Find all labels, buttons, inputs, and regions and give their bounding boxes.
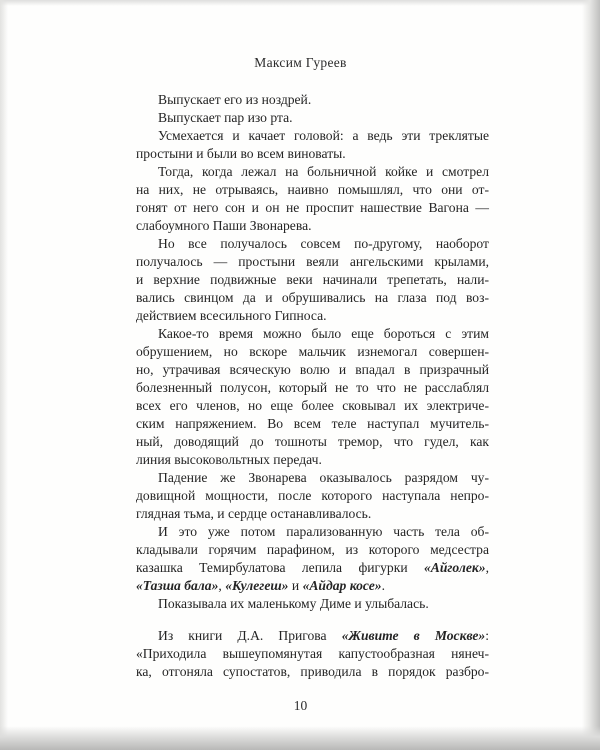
- text-line: [136, 271, 489, 289]
- text-run: слабоумного Паши Звонарева.: [136, 218, 312, 233]
- text-run: болезненный полусон, который не то что не расслаблял: [136, 380, 489, 395]
- text-run: но, утрачивая всяческую волю и впадал в призрачный: [136, 362, 489, 377]
- text-run: Но все получалось совсем по-другому, наоборот: [158, 236, 489, 251]
- text-line: [136, 595, 489, 613]
- text-line: [136, 235, 489, 253]
- text-run-emphasis: «Айголек»: [423, 560, 486, 575]
- paragraph: [136, 595, 489, 613]
- text-line: [136, 199, 489, 217]
- text-line: [136, 181, 489, 199]
- text-line: [136, 541, 489, 559]
- text-run: и верхние подвижные веки начинали трепетать, нали-: [136, 272, 489, 287]
- text-line: [136, 91, 489, 109]
- text-run: ,: [485, 560, 489, 575]
- text-line: [136, 505, 489, 523]
- text-run: ный, доводящий до тошноты тремор, что гудел, как: [136, 434, 489, 449]
- text-line: [136, 469, 489, 487]
- text-run-emphasis: «Живите в Москве»: [341, 628, 486, 643]
- paragraph: [136, 109, 489, 127]
- text-line: [136, 379, 489, 397]
- text-line: [136, 163, 489, 181]
- text-run: ка, отгоняла супостатов, приводила в порядок разбро-: [136, 664, 489, 679]
- text-line: [136, 145, 489, 163]
- body-text: [136, 91, 489, 681]
- text-line: [136, 451, 489, 469]
- scan-edge-right: [582, 0, 600, 750]
- text-run: .: [381, 578, 385, 593]
- text-run: вались свинцом да и обрушивались на глаза под воз-: [136, 290, 489, 305]
- text-line: [136, 289, 489, 307]
- text-run: на них, не отрываясь, наивно помышлял, что они от-: [136, 182, 489, 197]
- paragraph: [136, 235, 489, 325]
- text-line: [136, 627, 489, 645]
- text-run: Выпускает его из ноздрей.: [158, 92, 312, 107]
- text-line: [136, 127, 489, 145]
- paragraph: [136, 627, 489, 681]
- scan-edge-left: [0, 0, 8, 750]
- text-run: :: [485, 628, 489, 643]
- text-line: [136, 361, 489, 379]
- text-line: [136, 559, 489, 577]
- text-line: [136, 487, 489, 505]
- text-run: ским напряжением. Во всем теле наступал мучитель-: [136, 416, 489, 431]
- text-run: гонят от него сон и он не проспит нашествие Вагона —: [136, 200, 489, 215]
- text-line: [136, 253, 489, 271]
- text-run: обрушением, но вскоре мальчик изнемогал совершен-: [136, 344, 489, 359]
- text-run-emphasis: «Тазша бала»: [136, 578, 219, 593]
- text-run: глядная тьма, и сердце останавливалось.: [136, 506, 372, 521]
- text-run-emphasis: «Кулегеш»: [225, 578, 289, 593]
- text-run: линия высоковольтных передач.: [136, 452, 322, 467]
- text-run: и: [288, 578, 303, 593]
- text-line: [136, 415, 489, 433]
- text-run: Падение же Звонарева оказывалось разрядом чу-: [158, 470, 489, 485]
- paragraph: [136, 127, 489, 163]
- text-line: [136, 663, 489, 681]
- text-run: кладывали горячим парафином, из которого медсестра: [136, 542, 489, 557]
- text-line: [136, 645, 489, 663]
- text-run: И это уже потом парализованную часть тела об-: [158, 524, 489, 539]
- text-run: Усмехается и качает головой: а ведь эти треклятые: [158, 128, 489, 143]
- scan-edge-top: [0, 0, 600, 6]
- text-run: всех его членов, но еще более сковывал их электриче-: [136, 398, 489, 413]
- paragraph: [136, 523, 489, 595]
- text-run: Какое-то время можно было еще бороться с этим: [158, 326, 489, 341]
- text-run: казашка Темирбулатова лепила фигурки: [136, 560, 424, 575]
- running-header: Максим Гуреев: [254, 55, 347, 70]
- text-run: Показывала их маленькому Диме и улыбалась.: [158, 596, 429, 611]
- paragraph: [136, 91, 489, 109]
- text-run: Из книги Д.А. Пригова: [158, 628, 342, 643]
- paragraph: [136, 469, 489, 523]
- text-run: действием всесильного Гипноса.: [136, 308, 327, 323]
- text-run-emphasis: «Айдар косе»: [302, 578, 382, 593]
- paragraph: [136, 163, 489, 235]
- scan-edge-bottom: [0, 726, 600, 750]
- text-line: [136, 217, 489, 235]
- text-line: [136, 307, 489, 325]
- text-run: ,: [218, 578, 226, 593]
- text-line: [136, 577, 489, 595]
- text-line: [136, 109, 489, 127]
- text-run: «Приходила вышеупомянутая капустообразная нянеч-: [136, 646, 489, 661]
- paragraph: [136, 325, 489, 469]
- text-line: [136, 343, 489, 361]
- text-line: [136, 433, 489, 451]
- text-line: [136, 325, 489, 343]
- text-run: Тогда, когда лежал на больничной койке и смотрел: [158, 164, 489, 179]
- text-run: получалось — простыни веяли ангельскими крылами,: [136, 254, 489, 269]
- text-run: довищной мощности, после которого наступала непро-: [136, 488, 489, 503]
- text-run: Выпускает пар изо рта.: [158, 110, 293, 125]
- text-line: [136, 523, 489, 541]
- text-run: простыни и были во всем виноваты.: [136, 146, 346, 161]
- page-number: 10: [293, 698, 308, 713]
- text-line: [136, 397, 489, 415]
